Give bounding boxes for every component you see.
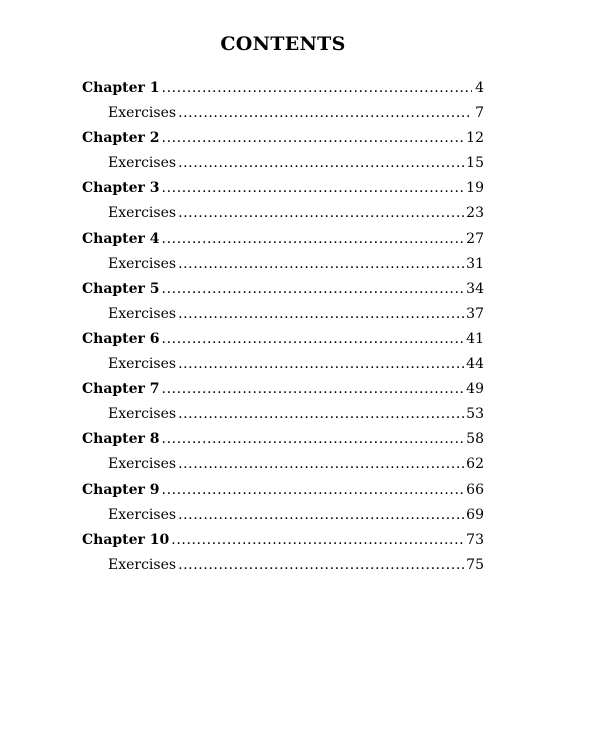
toc-exercises-entry — [82, 553, 484, 578]
toc-entry-page-number: 41 — [466, 330, 484, 347]
toc-chapter-entry — [82, 528, 484, 553]
toc-entry-page-number: 31 — [466, 255, 484, 272]
toc-entry-page-number: 58 — [466, 431, 484, 448]
toc-chapter-entry — [82, 227, 484, 252]
toc-entry-label: Chapter 1 — [82, 80, 160, 96]
dot-leader — [178, 402, 464, 427]
dot-leader — [178, 101, 472, 126]
dot-leader — [162, 478, 465, 503]
toc-entry-label: Chapter 8 — [82, 431, 160, 448]
dot-leader — [178, 503, 464, 528]
toc-exercises-entry — [82, 402, 484, 427]
contents-title: CONTENTS — [220, 33, 346, 55]
toc-chapter-entry — [82, 76, 484, 101]
table-of-contents — [82, 76, 484, 578]
toc-entry-page-number: 69 — [466, 506, 484, 523]
toc-entry-label: Chapter 6 — [82, 330, 160, 347]
dot-leader — [178, 252, 464, 277]
toc-entry-page-number: 53 — [466, 406, 484, 423]
toc-chapter-entry — [82, 176, 484, 201]
toc-entry-page-number: 62 — [466, 456, 484, 473]
toc-exercises-entry — [82, 452, 484, 477]
toc-chapter-entry — [82, 327, 484, 352]
dot-leader — [178, 553, 464, 578]
dot-leader — [178, 452, 464, 477]
toc-entry-label: Exercises — [108, 456, 177, 473]
toc-entry-page-number: 49 — [466, 381, 484, 398]
toc-entry-label: Exercises — [108, 105, 177, 122]
toc-entry-label: Chapter 5 — [82, 280, 160, 297]
dot-leader — [162, 227, 465, 252]
dot-leader — [178, 151, 464, 176]
toc-entry-page-number: 73 — [466, 531, 484, 548]
toc-entry-page-number: 66 — [466, 481, 484, 498]
toc-entry-label: Chapter 10 — [82, 531, 170, 548]
dot-leader — [178, 302, 464, 327]
dot-leader — [162, 176, 465, 201]
toc-exercises-entry — [82, 151, 484, 176]
toc-entry-page-number: 7 — [475, 105, 484, 122]
toc-exercises-entry — [82, 101, 484, 126]
toc-entry-label: Chapter 3 — [82, 180, 160, 197]
toc-chapter-entry — [82, 277, 484, 302]
dot-leader — [178, 201, 464, 226]
toc-entry-label: Chapter 4 — [82, 230, 160, 247]
toc-chapter-entry — [82, 427, 484, 452]
toc-entry-label: Exercises — [108, 205, 177, 222]
dot-leader — [162, 277, 465, 302]
toc-entry-page-number: 44 — [466, 356, 484, 373]
toc-entry-label: Exercises — [108, 356, 177, 373]
toc-entry-page-number: 37 — [466, 305, 484, 322]
toc-exercises-entry — [82, 352, 484, 377]
toc-entry-page-number: 75 — [466, 556, 484, 573]
toc-entry-label: Chapter 9 — [82, 481, 160, 498]
toc-entry-label: Exercises — [108, 155, 177, 172]
dot-leader — [162, 427, 465, 452]
toc-entry-page-number: 19 — [466, 180, 484, 197]
toc-exercises-entry — [82, 201, 484, 226]
toc-entry-page-number: 15 — [466, 155, 484, 172]
toc-chapter-entry — [82, 377, 484, 402]
dot-leader — [162, 327, 465, 352]
dot-leader — [171, 528, 464, 553]
toc-entry-label: Chapter 7 — [82, 381, 160, 398]
dot-leader — [162, 126, 465, 151]
toc-exercises-entry — [82, 503, 484, 528]
toc-entry-page-number: 23 — [466, 205, 484, 222]
toc-entry-label: Exercises — [108, 556, 177, 573]
toc-exercises-entry — [82, 302, 484, 327]
toc-entry-page-number: 34 — [466, 280, 484, 297]
toc-exercises-entry — [82, 252, 484, 277]
toc-entry-label: Exercises — [108, 305, 177, 322]
dot-leader — [178, 352, 464, 377]
toc-entry-label: Exercises — [108, 506, 177, 523]
toc-entry-label: Exercises — [108, 406, 177, 423]
toc-entry-label: Exercises — [108, 255, 177, 272]
toc-entry-label: Chapter 2 — [82, 130, 160, 147]
toc-entry-page-number: 12 — [466, 130, 484, 147]
dot-leader — [162, 76, 472, 101]
toc-entry-page-number: 27 — [466, 230, 484, 247]
toc-chapter-entry — [82, 478, 484, 503]
dot-leader — [162, 377, 465, 402]
toc-chapter-entry — [82, 126, 484, 151]
toc-entry-page-number: 4 — [475, 80, 484, 96]
